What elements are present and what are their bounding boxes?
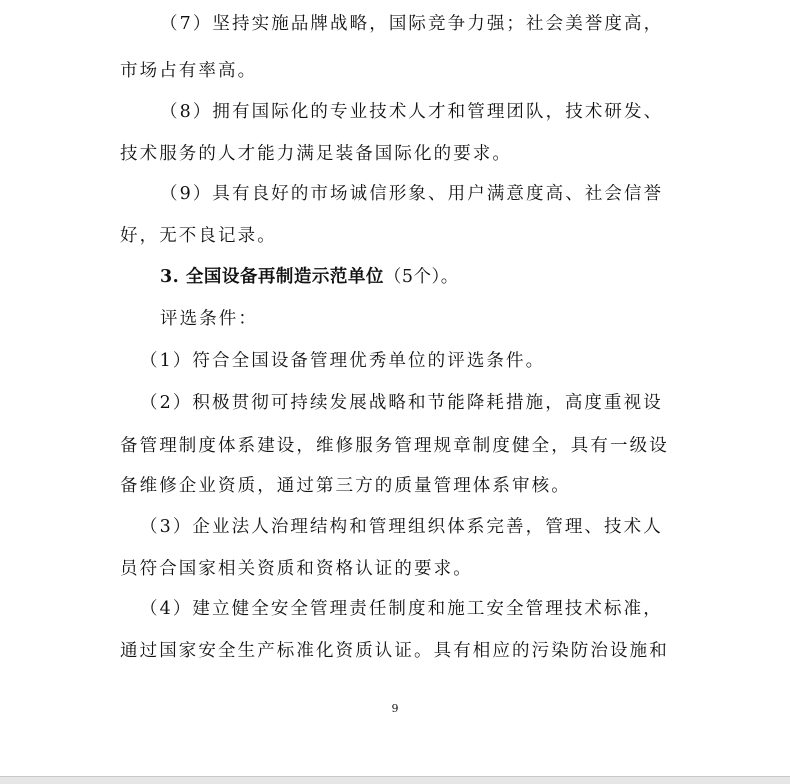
criterion-2-line-1: （2）积极贯彻可持续发展战略和节能降耗措施，高度重视设 (140, 393, 663, 413)
page-separator (0, 776, 790, 784)
section-3-count: （5个）。 (383, 267, 459, 287)
paragraph-7-line-1: （7）坚持实施品牌战略，国际竞争力强；社会美誉度高， (160, 14, 664, 34)
criterion-1-line-1: （1）符合全国设备管理优秀单位的评选条件。 (140, 351, 546, 371)
criterion-3-line-2: 员符合国家相关资质和资格认证的要求。 (120, 559, 473, 579)
criterion-2-line-2: 备管理制度体系建设，维修服务管理规章制度健全，具有一级设 (120, 436, 669, 456)
paragraph-9-line-1: （9）具有良好的市场诚信形象、用户满意度高、社会信誉 (160, 184, 664, 204)
paragraph-8-line-2: 技术服务的人才能力满足装备国际化的要求。 (120, 144, 512, 164)
section-3-heading (160, 266, 459, 288)
criterion-4-line-1: （4）建立健全安全管理责任制度和施工安全管理技术标准， (140, 599, 663, 619)
paragraph-9-line-2: 好，无不良记录。 (120, 226, 277, 246)
page-number: 9 (391, 702, 399, 715)
criteria-label: 评选条件： (160, 309, 258, 329)
section-3-title: 3. 全国设备再制造示范单位 (160, 267, 384, 287)
paragraph-7-line-2: 市场占有率高。 (120, 61, 258, 81)
paragraph-8-line-1: （8）拥有国际化的专业技术人才和管理团队，技术研发、 (160, 102, 664, 122)
criterion-3-line-1: （3）企业法人治理结构和管理组织体系完善，管理、技术人 (140, 517, 663, 537)
criterion-2-line-3: 备维修企业资质，通过第三方的质量管理体系审核。 (120, 476, 571, 496)
criterion-4-line-2: 通过国家安全生产标准化资质认证。具有相应的污染防治设施和 (120, 641, 669, 661)
